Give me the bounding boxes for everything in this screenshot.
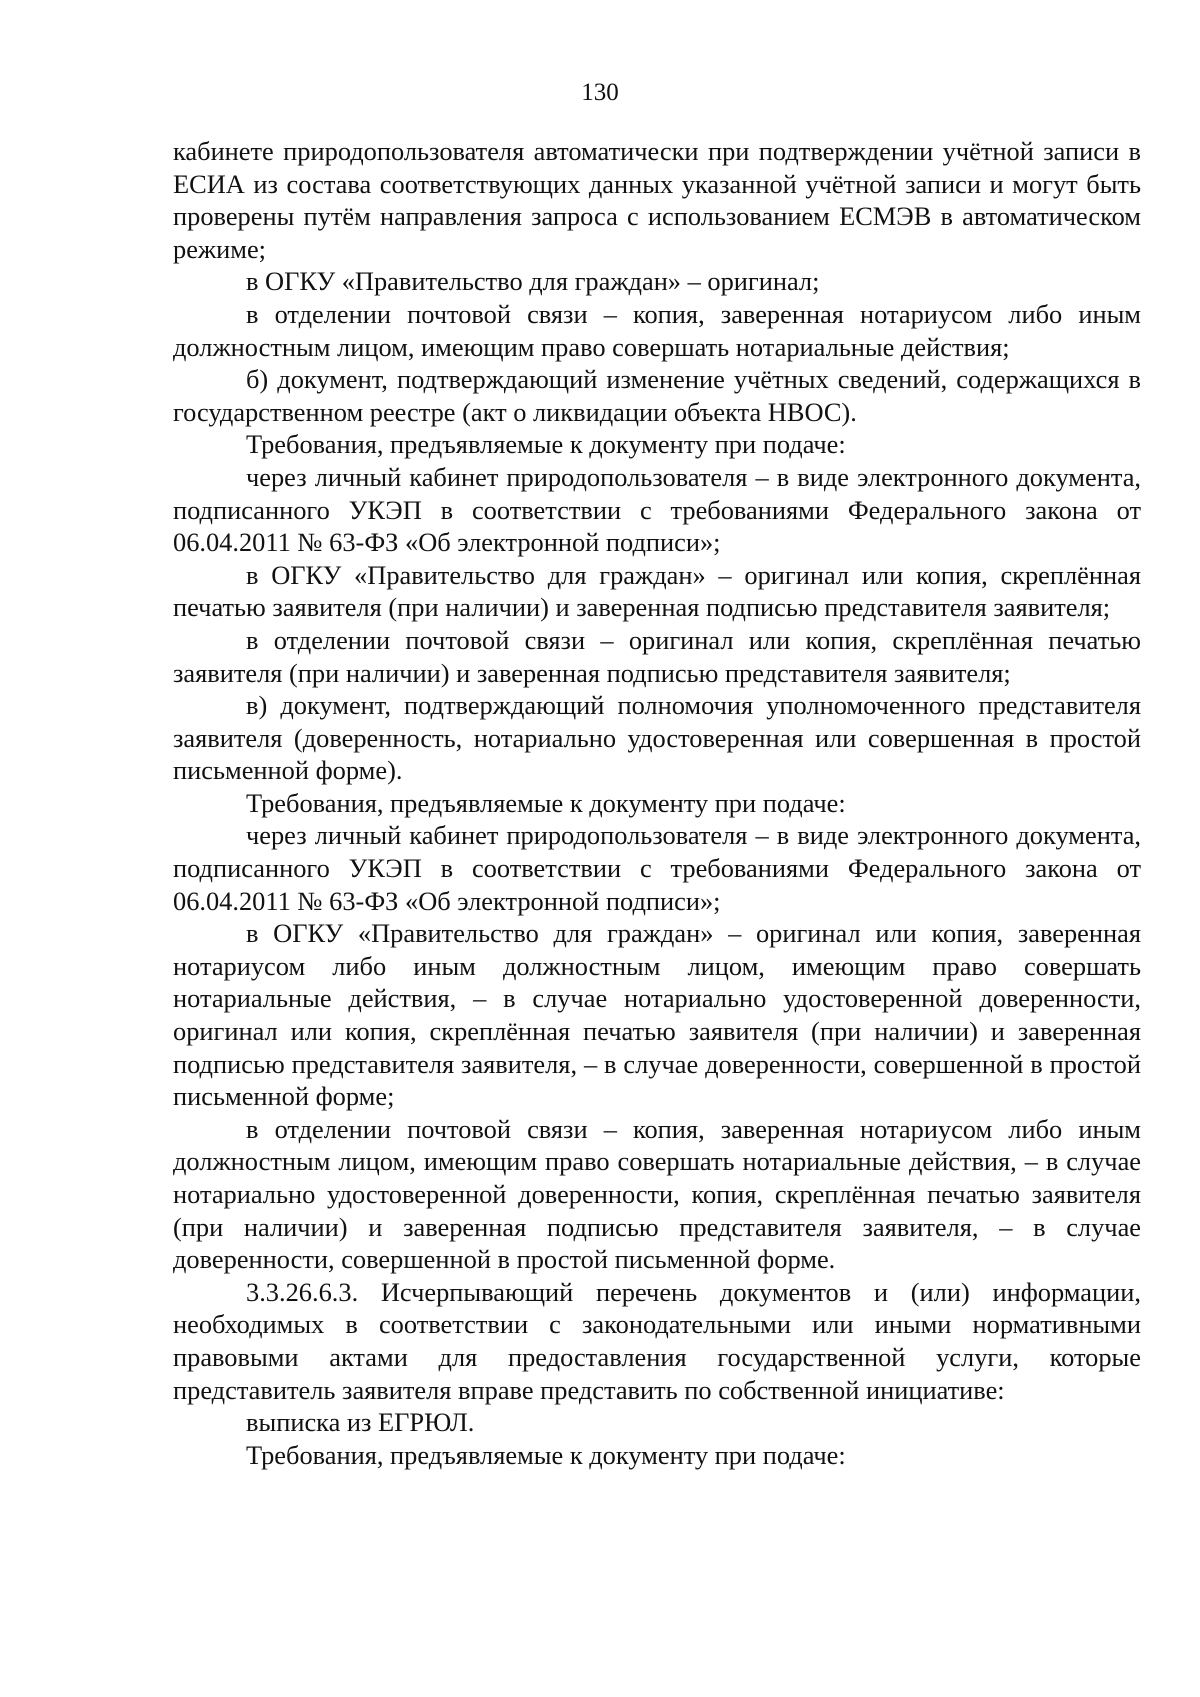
page-number: 130 — [581, 79, 619, 106]
paragraph: в ОГКУ «Правительство для граждан» – оригинал; — [246, 266, 820, 297]
paragraph: Требования, предъявляемые к документу при подаче: — [246, 1439, 846, 1470]
paragraph: в ОГКУ «Правительство для граждан» – оригинал или копия, скреплённая печатью заявителя (при наличии) и заверенная подписью представителя заявителя; — [173, 559, 1141, 623]
paragraph: выписка из ЕГРЮЛ. — [246, 1407, 475, 1438]
paragraph: в отделении почтовой связи – копия, заверенная нотариусом либо иным должностным лицом, имеющим право совершать нотариальные действия; — [173, 298, 1141, 362]
paragraph: в отделении почтовой связи – копия, заверенная нотариусом либо иным должностным лицом, имеющим право совершать нотариальные действия, – в случае нотариально удостоверенной доверенности, копия, скреплённая печатью заявителя (при наличии) и заверенная подписью представителя заявителя, – в случае доверенности, совершенной в простой письменной форме. — [173, 1113, 1141, 1275]
paragraph: б) документ, подтверждающий изменение учётных сведений, содержащихся в государственном реестре (акт о ликвидации объекта НВОС). — [173, 364, 1141, 427]
document-body — [173, 135, 1141, 1471]
paragraph: в отделении почтовой связи – оригинал или копия, скреплённая печатью заявителя (при наличии) и заверенная подписью представителя заявителя; — [173, 624, 1141, 688]
paragraph: через личный кабинет природопользователя – в виде электронного документа, подписанного УКЭП в соответствии с требованиями Федерального закона от 06.04.2011 № 63-ФЗ «Об электронной подписи»; — [173, 820, 1141, 916]
paragraph: кабинете природопользователя автоматически при подтверждении учётной записи в ЕСИА из состава соответствующих данных указанной учётной записи и могут быть проверены путём направления запроса с использованием ЕСМЭВ в автоматическом режиме; — [173, 136, 1141, 264]
paragraph: Требования, предъявляемые к документу при подаче: — [246, 429, 846, 460]
paragraph: в) документ, подтверждающий полномочия уполномоченного представителя заявителя (доверенность, нотариально удостоверенная или совершенная в простой письменной форме). — [173, 690, 1141, 786]
paragraph: через личный кабинет природопользователя – в виде электронного документа, подписанного УКЭП в соответствии с требованиями Федерального закона от 06.04.2011 № 63-ФЗ «Об электронной подписи»; — [173, 461, 1141, 558]
paragraph: в ОГКУ «Правительство для граждан» – оригинал или копия, заверенная нотариусом либо иным должностным лицом, имеющим право совершать нотариальные действия, – в случае нотариально удостоверенной доверенности, оригинал или копия, скреплённая печатью заявителя (при наличии) и заверенная подписью представителя заявителя, – в случае доверенности, совершенной в простой письменной форме; — [173, 918, 1141, 1112]
paragraph: 3.3.26.6.3. Исчерпывающий перечень документов и (или) информации, необходимых в соответствии с законодательными или иными нормативными правовыми актами для предоставления государственной услуги, которые представитель заявителя вправе представить по собственной инициативе: — [173, 1276, 1141, 1405]
paragraph: Требования, предъявляемые к документу при подаче: — [246, 787, 846, 818]
